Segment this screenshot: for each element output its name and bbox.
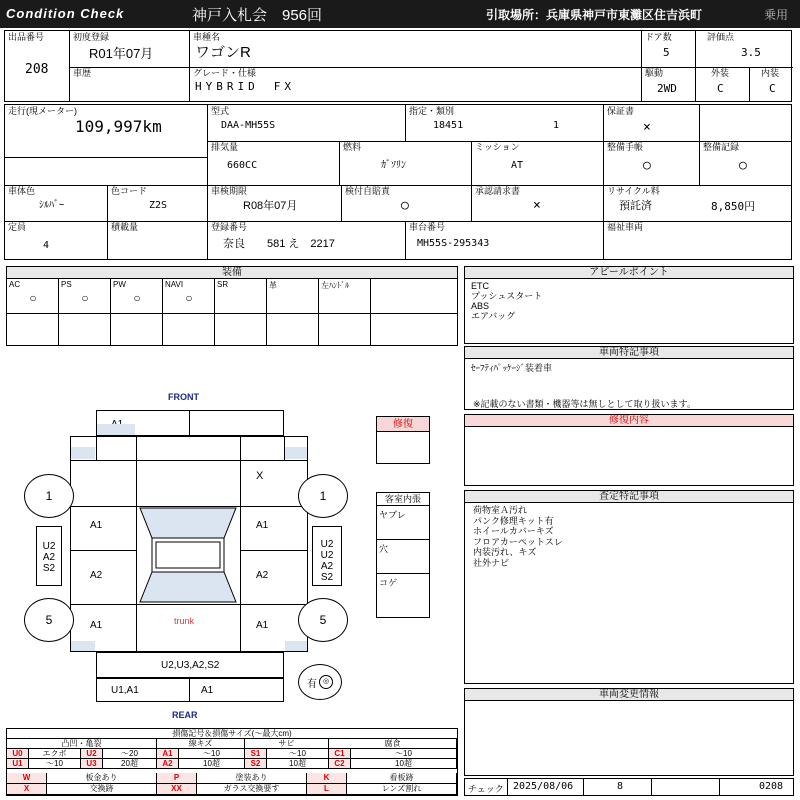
right-side-mark: A2: [320, 561, 334, 572]
legend-title: 損傷記号＆損傷サイズ(～最大cm): [7, 729, 457, 739]
load-label: 積載量: [111, 222, 139, 232]
brand-title: Condition Check: [6, 6, 125, 21]
first-reg-label: 初度登録: [73, 32, 110, 42]
right-side-panel: [312, 526, 342, 586]
check-date: 2025/08/06: [513, 781, 574, 792]
left-front-door-mark: A1: [90, 520, 103, 531]
glass-diagram: [136, 506, 240, 604]
appraisal-item: パンク修理キット有: [473, 515, 554, 526]
grade-label: グレード・仕様: [193, 68, 257, 78]
color-label: 車体色: [8, 186, 36, 196]
hood-right-mark: X: [256, 470, 264, 482]
welfare-label: 福祉車両: [607, 222, 644, 232]
appeal-item: プッシュスタート: [471, 291, 543, 301]
manual-value: ○: [643, 158, 651, 173]
appeal-item: ABS: [471, 301, 490, 311]
lot-label: 出品番号: [8, 32, 45, 42]
repair-box: [376, 416, 430, 464]
equipment-item-label: NAVI: [165, 280, 184, 289]
color-value: ｼﾙﾊﾞｰ: [39, 200, 64, 211]
legend-mark-code: W: [7, 773, 47, 784]
header-bar: [0, 0, 800, 28]
appraisal-title: 査定特記事項: [465, 491, 793, 503]
appeal-item: エアバッグ: [471, 311, 516, 321]
auction-title: 神戸入札会 956回: [192, 7, 323, 24]
legend-code: S2: [245, 759, 267, 769]
legend-mark-code: X: [7, 784, 47, 795]
drive-label: 駆動: [645, 68, 664, 78]
appeal-panel: [464, 266, 794, 344]
chassis-value: MH55S-295343: [417, 238, 490, 249]
legend-code: S1: [245, 749, 267, 759]
special-title: 車両特記事項: [465, 347, 793, 359]
front-label: FRONT: [168, 392, 199, 402]
legend-code: U0: [7, 749, 29, 759]
rear-left-wheel: 5: [24, 598, 74, 642]
rear-label: REAR: [172, 710, 198, 720]
legend-mark-code: XX: [157, 784, 197, 795]
inspection-value: R08年07月: [243, 200, 298, 212]
displacement-label: 排気量: [211, 142, 239, 152]
left-rear-fender-mark: A1: [90, 620, 103, 631]
legend-desc: エクボ: [29, 749, 81, 759]
special-disclaimer: ※記載のない書類・機器等は無しとして取り扱います。: [473, 399, 696, 409]
warranty-value: ×: [643, 120, 651, 135]
rear-bumper-left-mark: U1,A1: [111, 685, 139, 696]
right-side-mark: U2: [320, 539, 334, 550]
appraisal-item: 荷物室Ａ汚れ: [473, 505, 528, 515]
rear-bumper: [96, 678, 284, 702]
appraisal-list: [473, 505, 563, 568]
model-name-value: ワゴンR: [195, 44, 251, 61]
record-label: 整備記録: [703, 142, 740, 152]
left-side-mark: A2: [42, 552, 56, 563]
equipment-item: [111, 279, 163, 345]
designation-label: 指定・類別: [409, 106, 455, 116]
legend-code: U2: [81, 749, 103, 759]
fuel-value: ｶﾞｿﾘﾝ: [381, 160, 406, 171]
interior-value: C: [769, 82, 776, 95]
transfer-value: ○: [401, 198, 409, 213]
warranty-label: 保証書: [607, 106, 635, 116]
rear-panel-mark: U2,U3,A2,S2: [161, 660, 220, 671]
legend-mark-desc: 板金あり: [47, 773, 157, 784]
right-side-mark: S2: [320, 572, 334, 583]
legend-desc: ～10: [267, 749, 329, 759]
spare-tire-indicator: [298, 664, 342, 700]
transfer-label: 検付自賠責: [345, 186, 391, 196]
legend-mark-desc: 交換跡: [47, 784, 157, 795]
info-block-detail: [4, 104, 792, 260]
chassis-label: 車台番号: [409, 222, 446, 232]
legend-mark-code: P: [157, 773, 197, 784]
history-label: 車歴: [73, 68, 92, 78]
equipment-item-value: ○: [29, 291, 37, 305]
drive-value: 2WD: [657, 82, 677, 95]
claim-value: ×: [533, 198, 541, 213]
repair-content-title: 修復内容: [465, 415, 793, 427]
special-line: ｾｰﾌﾃｨﾊﾟｯｹｰｼﾞ装着車: [471, 363, 553, 373]
equipment-item: [319, 279, 371, 345]
capacity-label: 定員: [8, 222, 27, 232]
repair-content-panel: [464, 414, 794, 486]
exterior-label: 外装: [711, 68, 730, 78]
legend-mark-desc: レンズ割れ: [347, 784, 457, 795]
lot-number: 208: [25, 62, 49, 77]
cabin-burn: コゲ: [379, 578, 398, 588]
equipment-item-value: ○: [185, 291, 193, 305]
equipment-item-value: ○: [133, 291, 141, 305]
reg-no-label: 登録番号: [211, 222, 248, 232]
front-left-wheel: 1: [24, 474, 74, 518]
special-notes-panel: [464, 346, 794, 410]
check-row: [464, 778, 794, 796]
appeal-item: ETC: [471, 281, 489, 291]
interior-label: 内装: [761, 68, 780, 78]
legend-desc: ～20: [103, 749, 157, 759]
legend-desc: 10超: [267, 759, 329, 769]
appraisal-panel: [464, 490, 794, 684]
equipment-item: [59, 279, 111, 345]
appraisal-item: 社外ナビ: [473, 557, 510, 568]
left-side-mark: U2: [42, 541, 56, 552]
legend-code: U3: [81, 759, 103, 769]
legend-desc: 10超: [179, 759, 245, 769]
equipment-item-label: SR: [217, 280, 229, 289]
right-front-door-mark: A1: [256, 520, 269, 531]
legend-group: 腐食: [329, 739, 457, 749]
claim-label: 承認請求書: [475, 186, 521, 196]
left-rear-door-mark: A2: [90, 570, 103, 581]
legend-desc: ～10: [29, 759, 81, 769]
mileage-value: 109,997km: [75, 117, 162, 136]
legend-code: A1: [157, 749, 179, 759]
legend-group: 線キズ: [157, 739, 245, 749]
equipment-panel: [6, 266, 458, 346]
rear-right-wheel: 5: [298, 598, 348, 642]
cabin-tear: ヤブレ: [379, 510, 406, 520]
info-block-main: [4, 30, 792, 102]
equipment-item: [267, 279, 319, 345]
recycle-label: リサイクル料: [607, 186, 660, 196]
doors-value: 5: [663, 46, 670, 59]
change-info-panel: [464, 688, 794, 776]
record-value: ○: [739, 158, 747, 173]
exterior-value: C: [717, 82, 724, 95]
rear-panel: [96, 652, 284, 678]
legend-mark-desc: ガラス交換要す: [197, 784, 307, 795]
appraisal-item: フロアカーペットスレ: [473, 536, 563, 547]
capacity-value: 4: [43, 240, 50, 251]
displacement-value: 660CC: [227, 160, 258, 171]
equipment-item-label: AC: [9, 280, 21, 289]
repair-title: 修復: [377, 417, 429, 432]
right-side-mark: U2: [320, 550, 334, 561]
score-value: 3.5: [741, 46, 761, 59]
legend-code: A2: [157, 759, 179, 769]
color-code-value: Z2S: [149, 200, 168, 211]
equipment-title: 装備: [7, 267, 457, 279]
recycle-fee: 8,850円: [711, 200, 756, 213]
legend-code: C1: [329, 749, 351, 759]
change-title: 車両変更情報: [465, 689, 793, 701]
mission-label: ミッション: [475, 142, 520, 152]
type-value: DAA-MH55S: [221, 120, 276, 131]
spare-tire-icon: ◎: [319, 675, 333, 689]
legend-desc: 10超: [351, 759, 457, 769]
type-label: 型式: [211, 106, 230, 116]
manual-label: 整備手帳: [607, 142, 644, 152]
recycle-status: 預託済: [619, 200, 652, 212]
pickup-location: 引取場所：兵庫県神戸市東灘区住吉浜町: [486, 8, 703, 22]
mission-value: AT: [511, 160, 524, 171]
cabin-box: [376, 492, 430, 618]
left-side-panel: [36, 526, 62, 586]
equipment-item: [7, 279, 59, 345]
first-reg-value: R01年07月: [89, 46, 154, 61]
legend-mark-desc: 塗装あり: [197, 773, 307, 784]
model-name-label: 車種名: [193, 32, 221, 42]
legend-mark-desc: 看板跡: [347, 773, 457, 784]
category-number: 1: [553, 120, 560, 131]
damage-legend: [6, 728, 458, 796]
appraisal-item: 内装汚れ、キズ: [473, 547, 537, 557]
cabin-hole: 穴: [379, 544, 389, 554]
appeal-list: [471, 281, 542, 321]
doors-label: ドア数: [645, 32, 672, 42]
appeal-title: アピールポイント: [465, 267, 793, 279]
rear-bumper-right-mark: A1: [201, 685, 214, 696]
right-rear-fender-mark: A1: [256, 620, 269, 631]
legend-desc: ～10: [351, 749, 457, 759]
mileage-label: 走行(現メーター): [8, 106, 77, 116]
left-side-mark: S2: [42, 563, 56, 574]
fuel-label: 燃料: [343, 142, 362, 152]
legend-mark-code: L: [307, 784, 347, 795]
check-num2: 0208: [759, 781, 784, 792]
right-rear-door-mark: A2: [256, 570, 269, 581]
equipment-item-label: 革: [269, 281, 277, 290]
appraisal-item: ホイールカバーキズ: [473, 526, 554, 536]
equipment-item: [215, 279, 267, 345]
legend-code: U1: [7, 759, 29, 769]
legend-desc: 20超: [103, 759, 157, 769]
equipment-item-label: PW: [113, 280, 126, 289]
legend-mark-code: K: [307, 773, 347, 784]
equipment-item-label: 左ﾊﾝﾄﾞﾙ: [321, 281, 349, 290]
trunk-label: trunk: [174, 616, 195, 626]
legend-group: 凸凹・亀裂: [7, 739, 157, 749]
equipment-item-label: PS: [61, 280, 72, 289]
spare-label: 有: [307, 678, 317, 690]
legend-group: サビ: [245, 739, 329, 749]
cabin-title: 客室内張: [377, 493, 429, 506]
equipment-item-value: ○: [81, 291, 89, 305]
check-num1: 8: [617, 781, 624, 792]
vehicle-category: 乗用: [764, 8, 789, 22]
legend-desc: ～10: [179, 749, 245, 759]
reg-no-value: 奈良 581 え 2217: [223, 238, 335, 250]
color-code-label: 色コード: [111, 186, 148, 196]
legend-code: C2: [329, 759, 351, 769]
grade-value: HYBRID FX: [195, 80, 295, 93]
designation-value: 18451: [433, 120, 464, 131]
front-right-wheel: 1: [298, 474, 348, 518]
check-label: チェック: [468, 784, 504, 794]
inspection-label: 車検期限: [211, 186, 248, 196]
vehicle-diagram: [0, 388, 372, 720]
score-label: 評価点: [707, 32, 735, 42]
equipment-item: [163, 279, 215, 345]
